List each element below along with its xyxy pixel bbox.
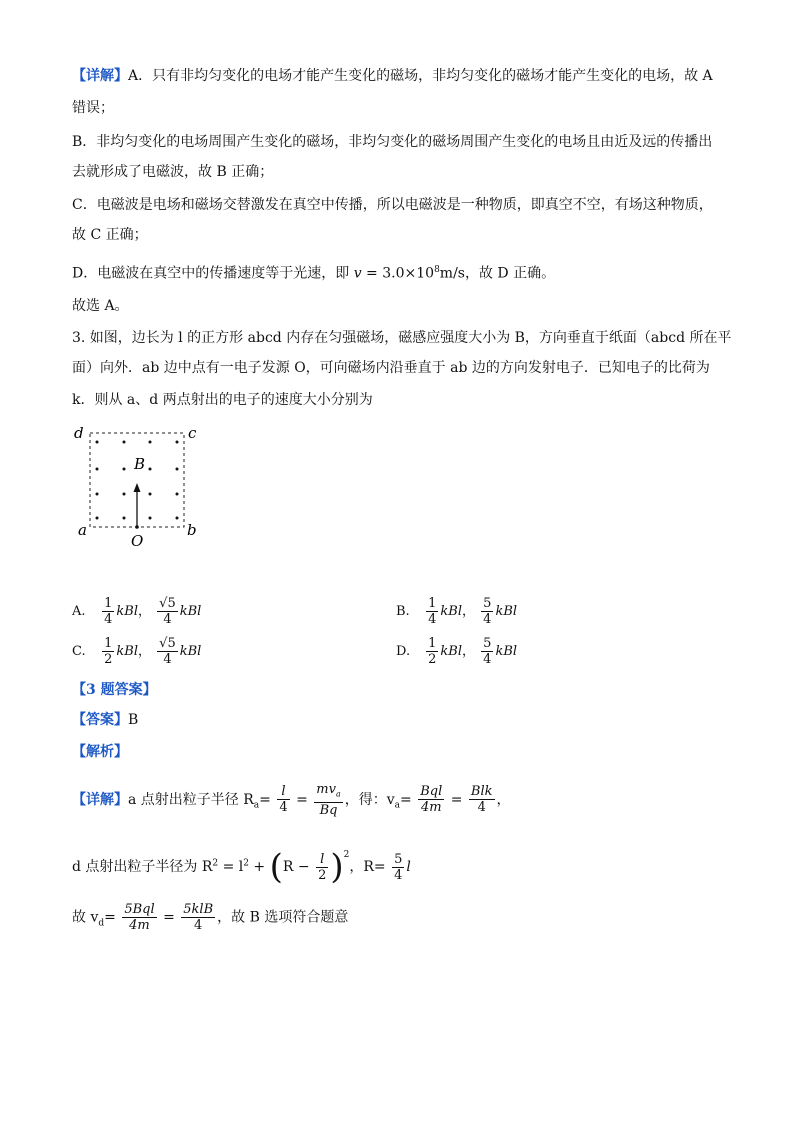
speed-exponent: 8: [434, 265, 440, 275]
answer-value: B: [128, 712, 139, 728]
detail-heading: 【详解】: [72, 68, 128, 84]
label-d: d: [74, 424, 84, 442]
conclusion-text: 故选 A。: [72, 298, 129, 314]
option-b-explanation: B．非均匀变化的电场周围产生变化的磁场，非均匀变化的磁场周围产生变化的电场且由近及远的传播出: [72, 134, 713, 150]
option-d-text: D．电磁波在真空中的传播速度等于光速，即: [72, 265, 350, 282]
option-c-explanation: C．电磁波是电场和磁场交替激发在真空中传播，所以电磁波是一种物质，即真空不空，有场这种物质，: [72, 197, 713, 213]
option-c-label: C.: [72, 644, 86, 659]
radius-d-line: d 点射出粒子半径为 $R^2 = l^2 + (R$ − $\frac{l}{2}$ )$^2$，R= $\frac{5}{4}$ l: [72, 847, 411, 887]
detail-heading-2: 【详解】: [72, 791, 128, 808]
option-b-explanation-cont: 去就形成了电磁波，故 B 正确；: [72, 164, 274, 180]
label-O: O: [131, 532, 144, 550]
label-b: b: [187, 521, 197, 539]
velocity-symbol: v: [353, 265, 362, 282]
option-a-explanation: A．只有非均匀变化的电场才能产生变化的磁场，非均匀变化的磁场才能产生变化的电场，故 A: [128, 68, 713, 84]
option-c[interactable]: C. $\frac{1}{2}$ kBl， $\frac{√5}{4}$ kBl: [72, 636, 202, 667]
detail-paragraph-a: [72, 66, 713, 86]
option-d-explanation: [72, 260, 555, 284]
answer-line: [72, 710, 138, 730]
answer-section-heading: 【3 题答案】: [72, 682, 157, 698]
speed-unit: m/s: [439, 265, 465, 282]
label-a: a: [78, 521, 87, 539]
option-a-label: A.: [72, 604, 86, 619]
speed-value: = 3.0×10: [361, 265, 435, 282]
final-velocity-line: 故 $v_d=$ $\frac{\text{5Bql}}{4m}$ = $\frac{\text{5klB}}{4}$ ，故 B 选项符合题意: [72, 902, 349, 933]
option-d-label: D.: [396, 644, 411, 659]
option-d[interactable]: D. $\frac{1}{2}$ kBl， $\frac{5}{4}$ kBl: [396, 636, 518, 667]
magnetic-field-figure: [70, 422, 210, 552]
answer-heading: 【答案】: [72, 712, 128, 728]
arrow-head: [134, 483, 141, 492]
question-3-line-1: 3. 如图，边长为 l 的正方形 abcd 内存在匀强磁场，磁感应强度大小为 B，方向垂直于纸面（abcd 所在平: [72, 330, 732, 346]
option-c-explanation-cont: 故 C 正确；: [72, 227, 148, 243]
source-point: [135, 525, 139, 529]
label-c: c: [188, 424, 197, 442]
question-3-line-3: k．则从 a、d 两点射出的电子的速度大小分别为: [72, 392, 373, 408]
option-a-explanation-cont: 错误；: [72, 100, 114, 116]
question-3-line-2: 面）向外．ab 边中点有一电子发源 O，可向磁场内沿垂直于 ab 边的方向发射电子．已知电子的比荷为: [72, 360, 710, 376]
analysis-heading: 【解析】: [72, 744, 128, 760]
option-a[interactable]: A. $\frac{1}{4}$ kBl， $\frac{√5}{4}$ kBl: [72, 596, 202, 627]
option-b[interactable]: B. $\frac{1}{4}$ kBl， $\frac{5}{4}$ kBl: [396, 596, 518, 627]
radius-a-line: 【详解】a 点射出粒子半径 $R_a=$ $\frac{l}{4}$ = $\frac{mv_a}{Bq}$ ，得：$v_a=$ $\frac{\text{Bql}}{4m}$ = $\frac{\text{Blk}}{4}$ ，: [72, 782, 511, 818]
option-b-label: B.: [396, 604, 410, 619]
option-d-tail: ，故 D 正确。: [464, 265, 556, 282]
label-B: B: [134, 455, 146, 473]
